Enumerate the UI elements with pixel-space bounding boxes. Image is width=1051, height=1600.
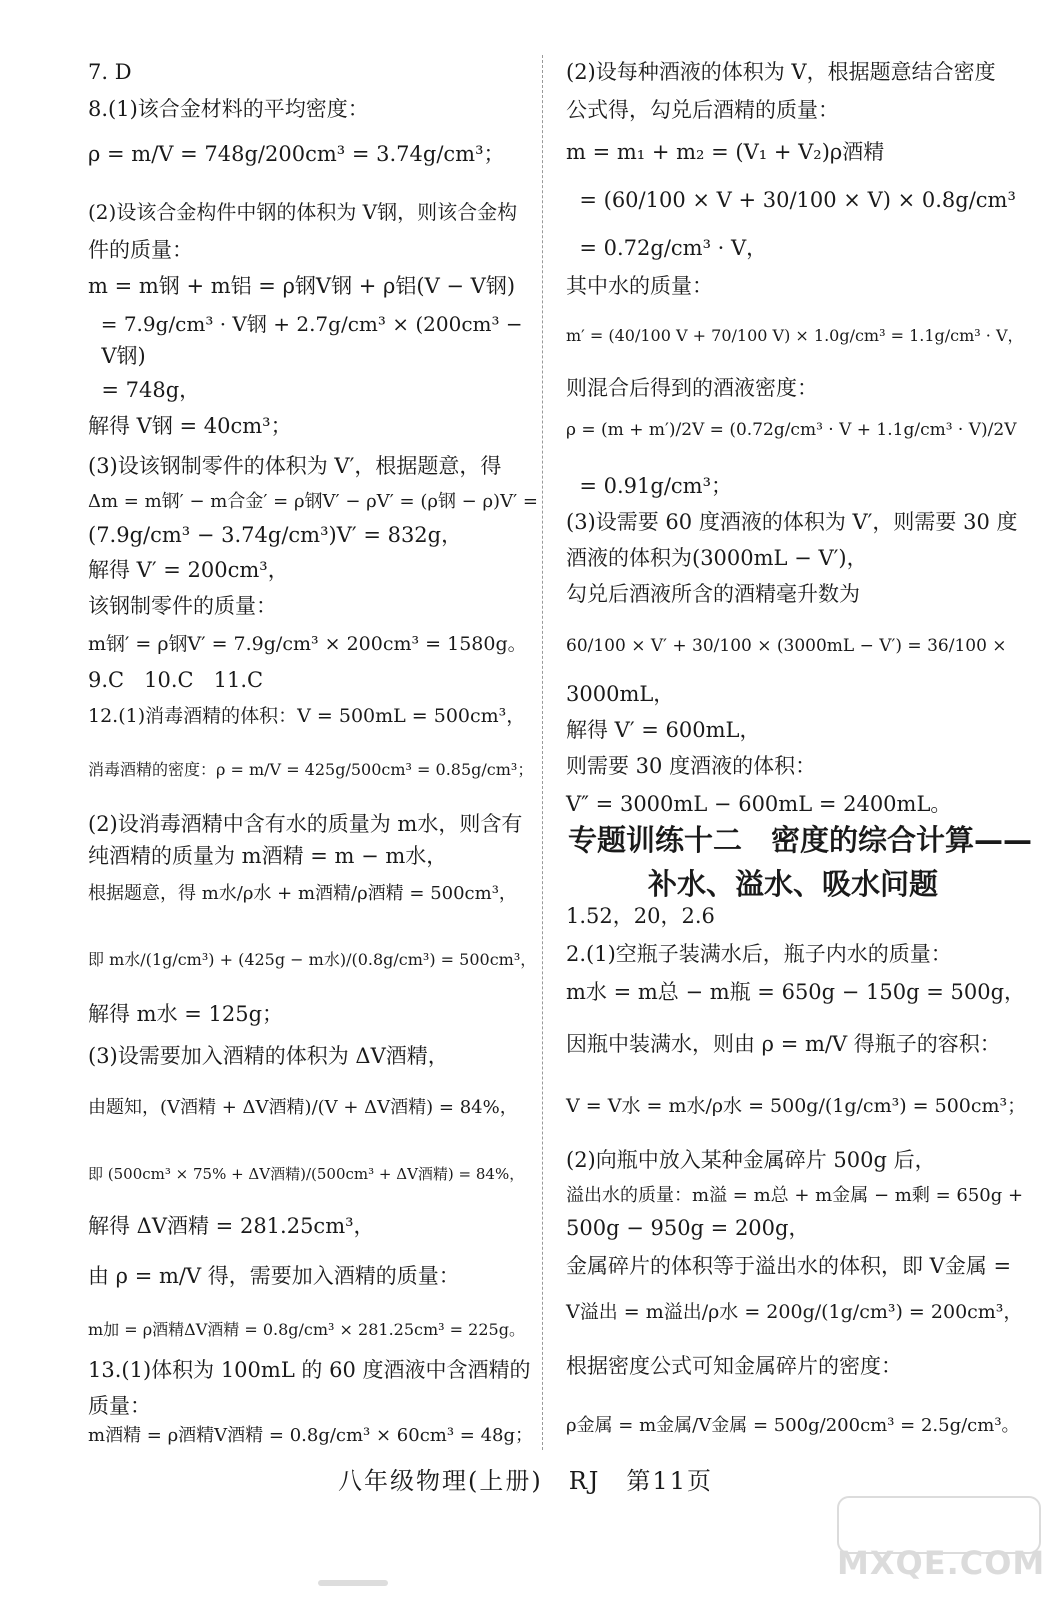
right-column-line: = 0.91g/cm³； [566,474,732,498]
right-column-line: 3000mL， [566,682,675,706]
left-column-line: m = m钢 + m铝 = ρ钢V钢 + ρ铝(V − V钢) [88,274,516,298]
left-column-line: m钢′ = ρ钢V′ = 7.9g/cm³ × 200cm³ = 1580g。 [88,633,527,655]
left-column-line: 纯酒精的质量为 m酒精 = m − m水， [88,844,448,868]
left-column-line: (2)设该合金构件中钢的体积为 V钢，则该合金构 [88,200,518,224]
left-column-line: 由 ρ = m/V 得，需要加入酒精的质量： [88,1264,460,1288]
left-column-line: 即 (500cm³ × 75% + ΔV酒精)/(500cm³ + ΔV酒精) = 84%， [88,1165,525,1183]
right-column-line: ρ金属 = m金属/V金属 = 500g/200cm³ = 2.5g/cm³。 [566,1415,1020,1436]
left-column-line: (3)设该钢制零件的体积为 V′，根据题意，得 [88,454,502,478]
right-column-line: 解得 V′ = 600mL， [566,718,761,742]
right-column-line: ρ = (m + m′)/2V = (0.72g/cm³ · V + 1.1g/cm³ · V)/2V [566,420,1017,440]
section-title-line1: 专题训练十二 密度的综合计算—— [568,823,1033,857]
right-column-line: m = m₁ + m₂ = (V₁ + V₂)ρ酒精 [566,140,885,164]
right-column-line: 酒液的体积为(3000mL − V′)， [566,546,868,570]
right-column-line: 1.52，20，2.6 [566,904,715,928]
right-column-line: V″ = 3000mL − 600mL = 2400mL。 [566,792,952,816]
left-column-line: 解得 V′ = 200cm³， [88,558,289,582]
right-column-line: 勾兑后酒液所含的酒精毫升数为 [566,582,860,606]
right-column-line: (2)设每种酒液的体积为 V，根据题意结合密度 [566,60,996,84]
watermark-text: MXQE.COM [837,1544,1046,1582]
right-column-line: (2)向瓶中放入某种金属碎片 500g 后， [566,1148,936,1172]
left-column-line: m加 = ρ酒精ΔV酒精 = 0.8g/cm³ × 281.25cm³ = 225g。 [88,1320,525,1339]
right-column-line: 公式得，勾兑后酒精的质量： [566,98,839,122]
bottom-mark [318,1580,388,1586]
left-column-line: 9.C 10.C 11.C [88,668,264,692]
right-column-line: m水 = m总 − m瓶 = 650g − 150g = 500g， [566,980,1026,1004]
right-column-line: 则需要 30 度酒液的体积： [566,754,817,778]
right-column-line: m′ = (40/100 V + 70/100 V) × 1.0g/cm³ = 1.1g/cm³ · V， [566,326,1024,345]
left-column-line: 即 m水/(1g/cm³) + (425g − m水)/(0.8g/cm³) = 500cm³， [88,950,537,969]
left-column-line: (3)设需要加入酒精的体积为 ΔV酒精， [88,1044,449,1068]
left-column-line: 消毒酒精的密度：ρ = m/V = 425g/500cm³ = 0.85g/cm³； [88,760,534,779]
right-column-line: = 0.72g/cm³ · V， [566,236,768,260]
watermark [837,1496,1046,1586]
right-column-line: V溢出 = m溢出/ρ水 = 200g/(1g/cm³) = 200cm³， [566,1301,1023,1323]
right-column-line: V = V水 = m水/ρ水 = 500g/(1g/cm³) = 500cm³； [566,1095,1027,1117]
right-column-line: 因瓶中装满水，则由 ρ = m/V 得瓶子的容积： [566,1032,1001,1056]
left-column-line: (2)设消毒酒精中含有水的质量为 m水，则含有 [88,812,523,836]
left-column-line: 件的质量： [88,238,193,262]
left-column-line: 解得 m水 = 125g； [88,1002,284,1026]
left-column-line: 解得 V钢 = 40cm³； [88,414,292,438]
right-column-line: = (60/100 × V + 30/100 × V) × 0.8g/cm³ [566,188,1016,212]
right-column-line: 60/100 × V′ + 30/100 × (3000mL − V′) = 36/100 × [566,636,1007,656]
left-column-line: 解得 ΔV酒精 = 281.25cm³， [88,1214,375,1238]
column-divider [542,55,543,1450]
left-column-line: 12.(1)消毒酒精的体积：V = 500mL = 500cm³， [88,705,526,727]
left-column-line: Δm = m钢′ − m合金′ = ρ钢V′ − ρV′ = (ρ钢 − ρ)V′ = [88,491,538,512]
left-column-line: 7. D [88,60,132,84]
left-column-line: ρ = m/V = 748g/200cm³ = 3.74g/cm³； [88,142,505,166]
page-footer: 八年级物理(上册) RJ 第11页 [338,1467,713,1495]
left-column-line: m酒精 = ρ酒精V酒精 = 0.8g/cm³ × 60cm³ = 48g； [88,1425,534,1446]
right-column-line: 溢出水的质量：m溢 = m总 + m金属 − m剩 = 650g + [566,1185,1024,1206]
right-column-line: 2.(1)空瓶子装满水后，瓶子内水的质量： [566,942,952,966]
left-column-line: (7.9g/cm³ − 3.74g/cm³)V′ = 832g， [88,523,463,547]
right-column-line: 则混合后得到的酒液密度： [566,376,818,400]
left-column-line: 8.(1)该合金材料的平均密度： [88,97,369,121]
section-title-line2: 补水、溢水、吸水问题 [648,867,939,901]
left-column-line: 根据题意，得 m水/ρ水 + m酒精/ρ酒精 = 500cm³， [88,883,517,904]
left-column-line: 质量： [88,1394,151,1418]
right-column-line: 根据密度公式可知金属碎片的密度： [566,1354,902,1378]
left-column-line: = 7.9g/cm³ · V钢 + 2.7g/cm³ × (200cm³ − [88,312,523,336]
left-column-line: 该钢制零件的质量： [88,594,277,618]
left-column-line: 13.(1)体积为 100mL 的 60 度酒液中含酒精的 [88,1358,531,1382]
left-column-line: V钢) [88,344,146,368]
left-column-line: = 748g， [88,378,201,402]
right-column-line: 金属碎片的体积等于溢出水的体积，即 V金属 = [566,1254,1012,1278]
right-column-line: 500g − 950g = 200g， [566,1216,810,1240]
right-column-line: (3)设需要 60 度酒液的体积为 V′，则需要 30 度 [566,510,1018,534]
right-column-line: 其中水的质量： [566,274,713,298]
left-column-line: 由题知，(V酒精 + ΔV酒精)/(V + ΔV酒精) = 84%， [88,1097,518,1118]
